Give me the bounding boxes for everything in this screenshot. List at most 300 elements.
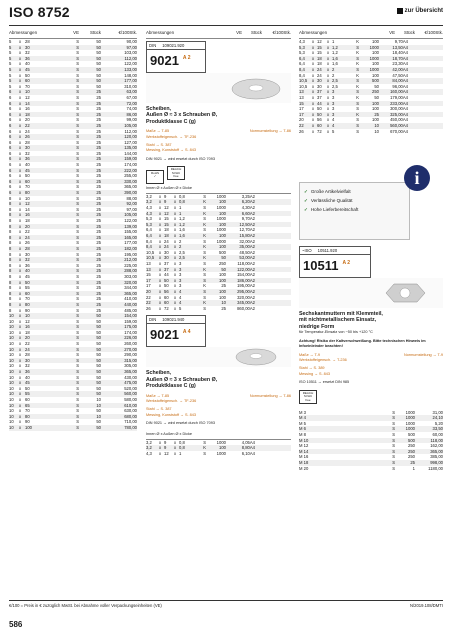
cell: K: [203, 210, 206, 216]
cell: x: [19, 262, 22, 268]
col-abm: Abmessungen: [146, 30, 175, 35]
col-stk: Stück: [404, 30, 415, 35]
cell: 18: [317, 55, 322, 61]
washer-image: [146, 73, 291, 103]
cell: 84,00A4: [392, 78, 408, 84]
col-price: €/100Stk.: [272, 30, 291, 35]
cell: 6: [9, 106, 12, 112]
cell: x: [327, 83, 330, 89]
cell: x: [19, 61, 22, 67]
cell: 13: [146, 260, 151, 266]
cell: x: [327, 66, 330, 72]
note-link[interactable]: Stahl → S. 387: [146, 407, 172, 412]
cell: S: [76, 212, 79, 218]
cell: 135,00: [124, 145, 137, 151]
cell: 60: [164, 300, 169, 306]
cell: 30: [164, 255, 169, 261]
cell: S: [76, 156, 79, 162]
cell: 5: [9, 66, 12, 72]
cell: x: [312, 66, 315, 72]
note-link[interactable]: Werkstoffeigensch. → TF-236: [146, 398, 197, 403]
cell: 6: [9, 156, 12, 162]
cell: 1180,00: [428, 465, 443, 471]
cell: M 16: [299, 454, 309, 460]
cell: S: [392, 420, 395, 426]
cell: 60: [164, 294, 169, 300]
cell: x: [19, 307, 22, 313]
cell: 1000: [405, 409, 415, 415]
desc-line: Außen Ø ≈ 3 x Schrauben Ø,: [146, 376, 218, 383]
cell: 15: [317, 50, 322, 56]
cell: x: [19, 106, 22, 112]
cell: 1000: [216, 450, 226, 456]
cell: x: [19, 273, 22, 279]
cell: 50: [96, 55, 101, 61]
cell: 1000: [405, 420, 415, 426]
cell: 74,00: [126, 106, 137, 112]
cell: 20: [25, 223, 30, 229]
product-box: [146, 315, 206, 347]
cell: S: [392, 454, 395, 460]
cell: 710,00: [124, 419, 137, 425]
note-link[interactable]: Stahl → S. 387: [146, 143, 172, 148]
cell: 6: [9, 162, 12, 168]
cell: 4: [332, 117, 335, 123]
cell: 1000: [369, 55, 379, 61]
cell: x: [159, 272, 162, 278]
cell: S: [76, 173, 79, 179]
checkmark-icon: ✓: [304, 189, 308, 194]
cell: 100: [219, 294, 226, 300]
cell: 3: [332, 100, 335, 106]
cell: S: [76, 402, 79, 408]
cell: 25: [96, 150, 101, 156]
cell: S: [76, 313, 79, 319]
cell: 22: [25, 229, 30, 235]
material-grade: A 2: [182, 55, 191, 61]
cell: M 4: [299, 415, 306, 421]
cell: 780,00: [124, 424, 137, 430]
cell: 560,00: [124, 391, 137, 397]
cell: 26: [25, 240, 30, 246]
cell: 50: [96, 369, 101, 375]
cell: 100: [219, 288, 226, 294]
cell: 4,05A4: [241, 439, 255, 445]
note-text: DIN 9021 → wird ersetzt durch ISO 7093: [146, 156, 216, 161]
cell: 12: [164, 210, 169, 216]
cell: 25: [96, 240, 101, 246]
cell: 10: [9, 385, 14, 391]
right-bot-rows: [299, 410, 443, 472]
cell: x: [174, 272, 177, 278]
cell: 100: [219, 277, 226, 283]
cell: 159,00: [124, 156, 137, 162]
cell: x: [174, 199, 177, 205]
cell: 6: [9, 111, 12, 117]
desc-line: niedrige Form: [299, 323, 335, 330]
cell: 186,00A2: [237, 277, 255, 283]
cell: 250: [408, 454, 415, 460]
cell: x: [19, 324, 22, 330]
header-divider: [9, 25, 443, 26]
cell: 25: [96, 212, 101, 218]
cell: 122,00: [124, 218, 137, 223]
cell: x: [327, 117, 330, 123]
cell: 1000: [369, 66, 379, 72]
cell: S: [203, 216, 206, 222]
cell: x: [19, 279, 22, 285]
cell: 177,00: [124, 78, 137, 84]
cell: S: [76, 234, 79, 240]
cell: 8: [9, 201, 12, 207]
cell: 18: [164, 233, 169, 238]
cell: 6: [9, 94, 12, 100]
cell: 6: [9, 100, 12, 106]
cell: 440,00: [124, 301, 137, 307]
cell: 365,00: [124, 184, 137, 190]
cell: 10: [9, 369, 14, 375]
cell: 50: [96, 391, 101, 397]
cell: 45: [25, 66, 30, 72]
cell: 24,10: [432, 415, 443, 421]
cell: 6: [9, 122, 12, 128]
col-abm: Abmessungen: [9, 30, 38, 35]
note-link[interactable]: Stahl → S. 389: [299, 366, 325, 371]
cell: 5: [9, 44, 12, 50]
cell: 344,00: [124, 285, 137, 291]
note-link[interactable]: Normumstellung → T-86: [249, 129, 291, 134]
cell: 10: [9, 352, 14, 358]
note-link[interactable]: Normumstellung → T-86: [249, 393, 291, 398]
cell: x: [19, 374, 22, 380]
cell: x: [19, 145, 22, 151]
note-link[interactable]: Werkstoffeigensch. → T-236: [299, 358, 347, 363]
cell: x: [159, 294, 162, 300]
note-link[interactable]: Normumstellung → T-9: [404, 352, 443, 357]
note-link[interactable]: Messing, Kunststoff → S. 843: [146, 148, 196, 153]
cell: x: [174, 266, 177, 272]
cell: 20: [299, 117, 304, 123]
desc-line: Scheiben,: [146, 370, 172, 377]
cell: x: [312, 83, 315, 89]
cell: x: [174, 255, 177, 261]
col-stk: Stück: [90, 30, 101, 35]
cell: 5,3: [146, 221, 152, 227]
cell: 25: [374, 111, 379, 117]
reach-badge: REACH SVHC free: [299, 390, 317, 404]
cell: x: [312, 122, 315, 128]
cell: K: [203, 266, 206, 272]
cell: x: [19, 329, 22, 335]
cell: x: [159, 439, 162, 445]
cell: 12: [164, 205, 169, 211]
cell: 70: [25, 296, 30, 302]
cell: S: [76, 100, 79, 106]
cell: 580,00: [124, 397, 137, 402]
cell: 5,3: [299, 44, 305, 50]
cell: x: [312, 39, 315, 44]
note-link[interactable]: Maße → T-9: [299, 352, 321, 357]
cell: 1000: [369, 44, 379, 50]
cell: 18: [317, 61, 322, 67]
cell: x: [174, 260, 177, 266]
note-link[interactable]: Messing, Kunststoff → S. 843: [146, 412, 196, 417]
cell: 92,00: [126, 201, 137, 207]
cell: x: [174, 210, 177, 216]
cell: 6: [9, 89, 12, 95]
cell: 0,8: [179, 445, 185, 451]
cell: x: [19, 424, 22, 430]
cell: x: [327, 39, 330, 44]
cell: 300,00A4: [390, 106, 408, 112]
cell: x: [19, 234, 22, 240]
cell: S: [392, 426, 395, 432]
cell: S: [76, 139, 79, 145]
cell: x: [159, 266, 162, 272]
cell: 2: [332, 72, 335, 78]
cell: 14: [25, 100, 30, 106]
cell: x: [174, 249, 177, 255]
cell: 118,00: [430, 437, 443, 443]
cell: S: [76, 268, 79, 274]
cell: x: [174, 450, 177, 456]
cell: 10: [9, 363, 14, 369]
col-ve: VE: [73, 30, 79, 35]
cell: 25: [221, 283, 226, 289]
cell: 15: [164, 216, 169, 222]
cell: S: [76, 352, 79, 358]
cell: 50: [221, 255, 226, 261]
cell: 5,20: [434, 420, 443, 426]
cell: x: [159, 244, 162, 250]
cell: x: [19, 397, 22, 402]
cell: 60,00: [432, 432, 443, 438]
cell: S: [392, 409, 395, 415]
cell: x: [327, 78, 330, 84]
note-link[interactable]: Messing → S. 843: [299, 371, 331, 376]
cell: 100: [219, 199, 226, 205]
cell: x: [19, 318, 22, 324]
cell: 33,50: [432, 426, 443, 432]
cell: 10: [25, 195, 30, 201]
cell: x: [159, 445, 162, 451]
cell: S: [203, 272, 206, 278]
cell: S: [76, 229, 79, 235]
cell: 24: [317, 72, 322, 78]
cell: 25: [96, 94, 101, 100]
cell: 56: [317, 117, 322, 123]
cell: 195,00: [124, 251, 137, 257]
cell: 10,5: [299, 83, 308, 89]
cell: 15: [299, 100, 304, 106]
cell: 36: [25, 369, 30, 375]
cell: S: [76, 307, 79, 313]
cell: 25: [96, 117, 101, 123]
cell: x: [19, 223, 22, 229]
cell: 10,5: [299, 78, 308, 84]
cell: 3: [332, 111, 335, 117]
cell: 1: [332, 39, 335, 44]
cell: 365,00: [124, 369, 137, 375]
cell: 310,00: [124, 83, 137, 89]
cell: K: [356, 72, 359, 78]
product-number: 10511: [303, 258, 339, 273]
cell: 55: [25, 285, 30, 291]
cell: 475,00: [124, 380, 137, 386]
cell: 8,4: [299, 72, 305, 78]
cell: 30: [317, 78, 322, 84]
cell: 10: [96, 413, 101, 419]
cell: x: [174, 283, 177, 289]
cell: x: [159, 288, 162, 294]
cell: 1,2: [179, 221, 185, 227]
cell: 303,00: [124, 273, 137, 279]
info-icon: i: [404, 165, 430, 191]
cell: x: [19, 190, 22, 196]
cell: x: [312, 89, 315, 95]
desc-line: Produktklasse C (g): [146, 118, 196, 125]
cell: S: [76, 341, 79, 347]
cell: x: [174, 238, 177, 244]
cell: 8: [9, 206, 12, 212]
cell: 50: [96, 61, 101, 67]
cell: 10: [374, 128, 379, 134]
cell: 28: [25, 39, 30, 44]
cell: 50: [25, 72, 30, 78]
cell: 5: [9, 78, 12, 84]
cell: 25: [96, 206, 101, 212]
cell: 1: [179, 210, 182, 216]
cell: 10: [9, 380, 14, 386]
cell: x: [312, 106, 315, 112]
cell: 6: [9, 173, 12, 179]
info-item: [304, 196, 405, 205]
cell: 37: [317, 89, 322, 95]
cell: 998,00: [430, 460, 443, 465]
cell: 90,00: [126, 39, 137, 44]
note-link[interactable]: Maße → T-85: [146, 129, 170, 134]
cell: 8: [9, 307, 12, 313]
cell: x: [19, 240, 22, 246]
cell: S: [76, 285, 79, 291]
cell: x: [327, 128, 330, 134]
cell: 25: [96, 268, 101, 274]
cell: x: [174, 216, 177, 222]
cell: x: [327, 44, 330, 50]
cell: x: [312, 50, 315, 56]
cell: S: [76, 419, 79, 425]
right-table-header: [299, 27, 443, 39]
cell: K: [203, 244, 206, 250]
cell: 325,00A4: [390, 111, 408, 117]
cell: 18,40A4: [392, 50, 408, 56]
cell: x: [19, 134, 22, 140]
product-box: [299, 246, 371, 278]
cell: S: [76, 301, 79, 307]
cell: 1,2: [179, 216, 185, 222]
sub-header: Innen Ø x Außen Ø x Dicke: [146, 184, 291, 194]
cell: x: [19, 178, 22, 184]
cell: 50: [96, 72, 101, 78]
cell: M 8: [299, 432, 306, 438]
cell: x: [19, 402, 22, 408]
product-block-10511: [299, 244, 443, 471]
cell: 25: [410, 460, 415, 465]
cell: 50: [96, 374, 101, 380]
cell: 56: [164, 288, 169, 294]
cell: S: [76, 363, 79, 369]
cell: 8: [9, 212, 12, 218]
cell: 1000: [405, 426, 415, 432]
cell: 20: [25, 117, 30, 123]
cell: 50: [221, 266, 226, 272]
cell: S: [356, 78, 359, 84]
cell: 6,10A4: [241, 450, 255, 456]
cell: 1: [179, 205, 182, 211]
cell: 162,00: [430, 443, 443, 449]
cell: x: [19, 150, 22, 156]
cell: 103,00: [124, 50, 137, 56]
note-text: ISO 10511 → ersetzt DIN 985: [299, 380, 350, 385]
cell: K: [203, 233, 206, 238]
nut-image: [299, 278, 443, 308]
note-link[interactable]: Werkstoffeigensch. → TF-236: [146, 134, 197, 139]
cell: S: [356, 128, 359, 134]
cell: x: [159, 205, 162, 211]
cell: x: [327, 61, 330, 67]
cell: S: [356, 44, 359, 50]
cell: 320,00A2: [237, 294, 255, 300]
cell: 25: [96, 134, 101, 140]
overview-link[interactable]: [397, 8, 443, 14]
cell: 25: [96, 251, 101, 257]
cell: 25: [96, 167, 101, 173]
cell: S: [76, 257, 79, 263]
cell: 1000: [216, 216, 226, 222]
left-table: [9, 27, 137, 431]
cell: 2: [179, 244, 182, 250]
cell: 30: [25, 357, 30, 363]
cell: S: [203, 227, 206, 233]
cell: S: [392, 437, 395, 443]
cell: 365,00: [124, 290, 137, 296]
cell: x: [19, 369, 22, 375]
cell: 10: [9, 391, 14, 397]
cell: 174,00: [124, 162, 137, 168]
sub-header: Innen Ø x Außen Ø x Dicke: [146, 430, 291, 440]
cell: 42,00A4: [392, 66, 408, 72]
cell: 25: [96, 156, 101, 162]
cell: 50: [96, 324, 101, 330]
cell: x: [174, 445, 177, 451]
cell: 860,00A2: [237, 305, 255, 311]
cell: 100: [372, 72, 379, 78]
cell: 100: [219, 221, 226, 227]
cell: S: [392, 415, 395, 421]
cell: 14: [25, 206, 30, 212]
cell: 1,2: [332, 50, 338, 56]
cell: S: [203, 193, 206, 199]
cell: S: [76, 66, 79, 72]
cell: 35,00A2: [239, 244, 255, 250]
checkmark-icon: ✓: [304, 207, 308, 212]
cell: 96,00A4: [392, 83, 408, 89]
cell: 10: [9, 413, 14, 419]
cell: 6,60A2: [241, 210, 255, 216]
cell: K: [356, 39, 359, 44]
cell: 30: [25, 251, 30, 257]
note-link[interactable]: Maße → T-85: [146, 393, 170, 398]
